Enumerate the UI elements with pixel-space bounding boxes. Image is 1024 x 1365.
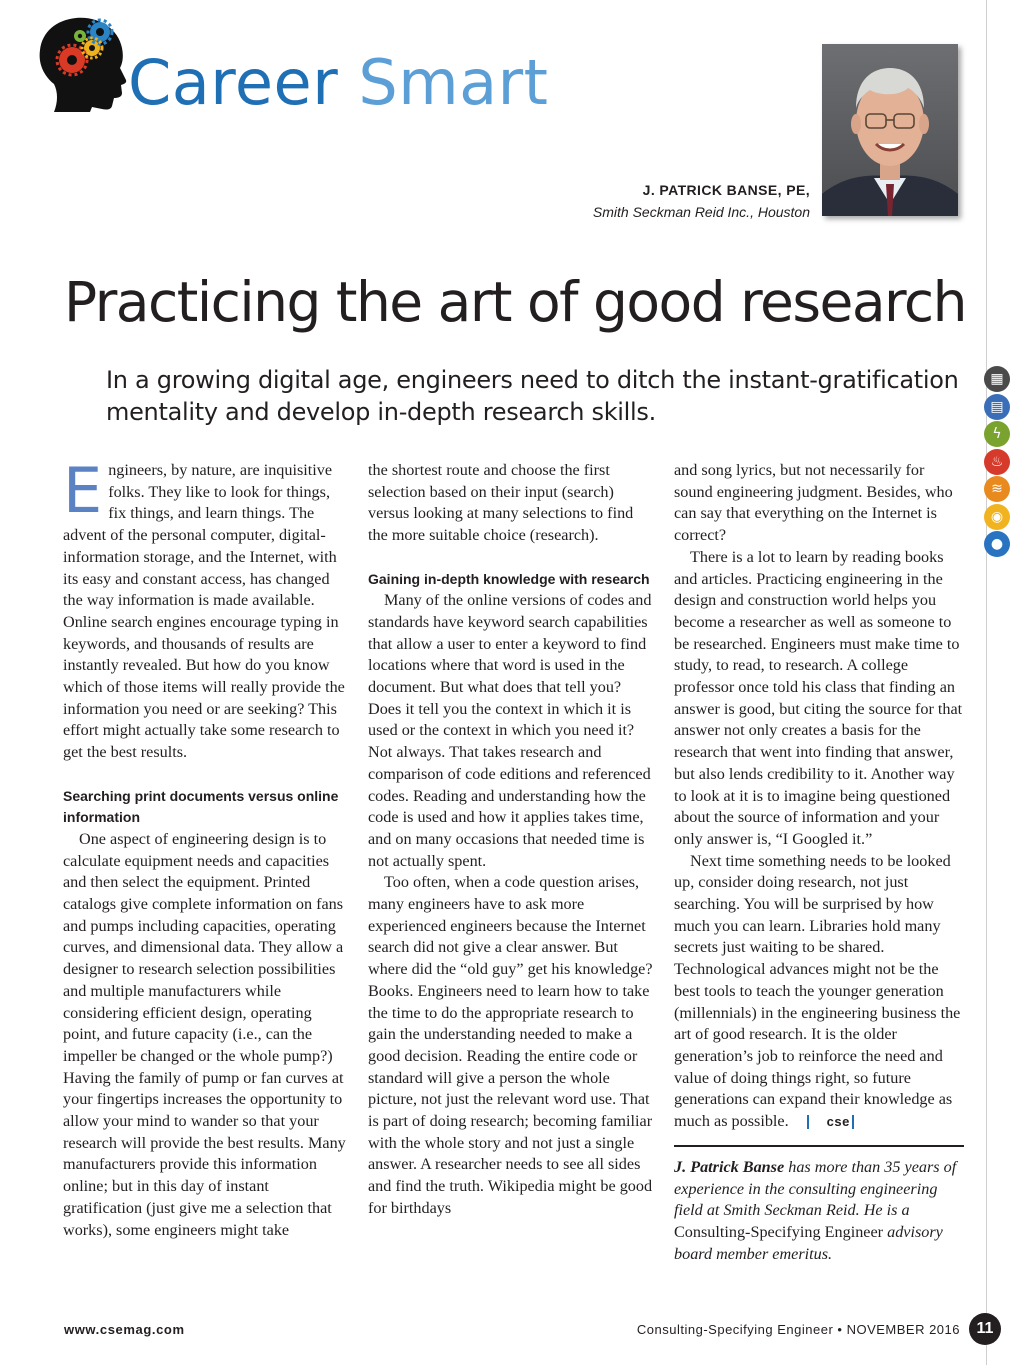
body-paragraph: One aspect of engineering design is to calculate equipment needs and capacities and then select the equipment. Printed catalogs give complete information on fans and pumps including capacities, operating curves, and dimensional data. They allow a designer to research selection possibilities and multiple manufacturers while considering efficient design, operating point, and future capacity (i.e., can the impeller be changed or the whole pump?) Having the family of pump or fan curves at your fingertips increases the opportunity to allow your mind to wander so that your research will provide the best results. Many manufacturers provide this information online; but in this day of instant gratification (just give me a selection that works), some engineers might take bbox=[63, 829, 346, 1239]
article-deck: In a growing digital age, engineers need to ditch the instant-gratification mentality and develop in-depth research skills. bbox=[106, 366, 959, 426]
footer-url[interactable]: www.csemag.com bbox=[64, 1322, 185, 1337]
document-icon: ▤ bbox=[984, 394, 1010, 420]
author-photo bbox=[822, 44, 958, 216]
body-paragraph: ngineers, by nature, are inquisitive folks. They like to look for things, fix things, and learn things. The advent of the personal computer, digital-information storage, and the Internet, with its easy and constant access, has changed the way information is made available. Online search engines encourage typing in keywords, and thousands of results are instantly revealed. But how do you know which of those items will really provide the information you need or are seeking? This effort might actually take some research to get the best results. bbox=[63, 461, 345, 762]
body-paragraph: and song lyrics, but not necessarily for sound engineering judgment. Besides, who can say that everything on the Internet is correct? bbox=[674, 461, 953, 545]
page-number: 11 bbox=[969, 1313, 1001, 1345]
flame-icon: ♨ bbox=[984, 449, 1010, 475]
author-name: J. PATRICK BANSE, PE, bbox=[642, 182, 810, 198]
closing-text: Next time something needs to be looked up, consider doing research, not just searching. You will be surprised by how much you can learn. Libraries hold many secrets just waiting to be shared. Technological advances might not be the best tools to teach the younger generation (millennials) in the engineering business the art of good research. It is the older generation’s job to reinforce the need and value of doing things right, so future generations can expand their knowledge as much as possible. bbox=[674, 851, 961, 1131]
body-paragraph bbox=[674, 851, 964, 1133]
bio-divider bbox=[674, 1145, 964, 1147]
lightning-icon: ϟ bbox=[984, 421, 1010, 447]
calculator-icon: ▦ bbox=[984, 366, 1010, 392]
section-title-word2: Smart bbox=[358, 46, 549, 119]
author-bio bbox=[674, 1157, 964, 1266]
body-paragraph: Many of the online versions of codes and standards have keyword search capabilities that allow a user to enter a keyword to find locations where that word is used in the document. But what does that tell you? Does it tell you the context in which it is used or the context in which you need it? Not always. That takes research and comparison of code editions and referenced codes. Reading and understanding how the code is used and how it applies takes time, and on many occasions that needed time is not actually spent. bbox=[368, 591, 652, 870]
body-paragraph: the shortest route and choose the first selection based on their input (search) versus looking at many selections to find the more suitable choice (research). bbox=[368, 461, 634, 545]
bio-text: has more than 35 years of experience in the consulting engineering field at Smith Seckman Reid. He is a bbox=[674, 1157, 957, 1220]
subhead: Gaining in-depth knowledge with research bbox=[368, 570, 650, 587]
lightbulb-icon: ◉ bbox=[984, 504, 1010, 530]
article-headline: Practicing the art of good research bbox=[64, 270, 967, 334]
footer-magazine-issue: Consulting-Specifying Engineer • NOVEMBER 2016 bbox=[636, 1322, 960, 1337]
article-column-2 bbox=[368, 460, 656, 1220]
body-paragraph: There is a lot to learn by reading books and articles. Practicing engineering in the design and construction world helps you become a researcher as well as someone to be researched. Engineers must make time to study, to read, to research. A college professor once told his class that finding an answer is good, but citing the source for that answer not only creates a basis for the research that went into finding that answer, but also lends credibility to it. Another way to look at it is to imagine being questioned about the source of information and your only answer is, “I Googled it.” bbox=[674, 547, 963, 848]
article-column-1 bbox=[63, 454, 351, 1241]
subhead: Searching print documents versus online information bbox=[63, 787, 339, 826]
heat-waves-icon: ≋ bbox=[984, 476, 1010, 502]
page-edge-rule bbox=[986, 0, 987, 1365]
dropcap: E bbox=[63, 454, 103, 527]
cse-end-mark: cse bbox=[807, 1115, 854, 1129]
section-title-word1: Career bbox=[128, 46, 339, 119]
bio-publication: Consulting-Specifying Engineer bbox=[674, 1222, 884, 1241]
bio-tail: advisory board member emeritus. bbox=[674, 1222, 943, 1263]
gear-head-logo-icon bbox=[36, 14, 132, 112]
author-company: Smith Seckman Reid Inc., Houston bbox=[592, 204, 810, 220]
article-column-3 bbox=[674, 460, 964, 1265]
body-paragraph: Too often, when a code question arises, many engineers have to ask more experienced engineers because the Internet search did not give a clear answer. But where did the “old guy” get his knowledge? Books. Engineers need to learn how to take the time to do the appropriate research to gain the understanding needed to make a good decision. Reading the entire code or standard will give a person the whole picture, not just the relevant word use. That is part of doing research; becoming familiar with the whole story and not just a single answer. A researcher needs to see all sides and find the truth. Wikipedia might be good for birthdays bbox=[368, 873, 653, 1217]
water-drop-icon: ● bbox=[984, 531, 1010, 557]
section-title bbox=[128, 46, 549, 119]
bio-name: J. Patrick Banse bbox=[674, 1157, 785, 1176]
